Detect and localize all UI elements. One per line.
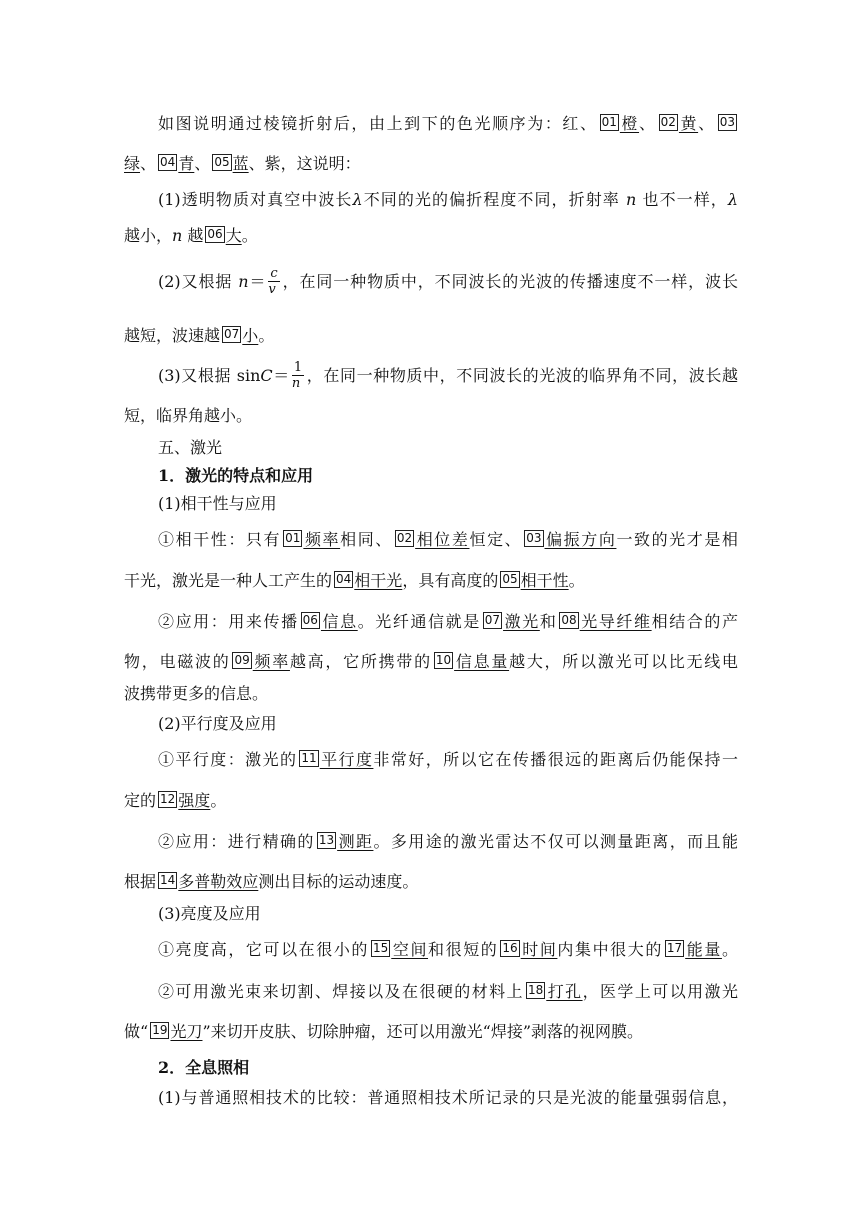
text: 、 [140, 154, 157, 173]
cutting-line-2 [124, 1022, 643, 1042]
lambda-symbol: λ [727, 190, 739, 209]
text: 定的 [124, 791, 157, 810]
text: 做“ [124, 1022, 149, 1041]
text: 内集中很大的 [557, 940, 663, 959]
lambda-symbol: λ [352, 190, 363, 209]
blank-number: 07 [484, 613, 501, 627]
text: 越 [182, 226, 204, 245]
text: 越短，波速越 [124, 326, 221, 345]
parallelism-line-1 [158, 750, 738, 770]
answer: 蓝 [232, 154, 249, 173]
blank-number: 06 [302, 613, 318, 627]
text: 不同的光的偏折程度不同，折射率 [362, 190, 627, 209]
subheading-coherence: (1)相干性与应用 [158, 494, 277, 513]
text: 也不一样， [636, 190, 728, 209]
text: 短，临界角越小。 [124, 406, 253, 425]
answer: 相干性 [520, 571, 569, 590]
subheading-holography: 2．全息照相 [158, 1058, 250, 1077]
text: 恒定、 [469, 530, 523, 549]
text: (1)透明物质对真空中波长 [158, 190, 353, 209]
paragraph-1-line-1 [158, 190, 738, 210]
answer: 大 [225, 226, 242, 245]
blank-number: 07 [224, 327, 240, 341]
blank-number: 08 [561, 613, 577, 627]
application-line-2 [124, 652, 738, 672]
text: ②可用激光束来切割、焊接以及在很硬的材料上 [158, 982, 524, 1001]
answer: 能量 [685, 940, 722, 959]
text: 测出目标的运动速度。 [258, 872, 419, 891]
coherence-line-1 [158, 530, 738, 550]
answer: 偏振方向 [544, 530, 617, 549]
answer: 强度 [178, 791, 211, 810]
blank-number: 04 [336, 572, 352, 586]
answer: 空间 [391, 940, 429, 959]
answer: 信息 [320, 612, 358, 631]
text: ，在同一种物质中，不同波长的光波的传播速度不一样，波长 [281, 272, 738, 291]
paragraph-3-line-2 [124, 406, 252, 426]
paragraph-2-line-2 [124, 326, 274, 346]
text: 。 [721, 940, 738, 959]
text: ②应用：进行精确的 [158, 832, 315, 851]
text: 。多用途的激光雷达不仅可以测量距离，而且能 [373, 832, 738, 851]
text: 根据 [124, 872, 157, 891]
text: 物，电磁波的 [124, 652, 231, 671]
blank-number: 01 [601, 115, 617, 129]
answer: 频率 [252, 652, 290, 671]
coherence-line-2 [124, 571, 585, 591]
text: ，医学上可以用激光 [582, 982, 738, 1001]
answer: 相干光 [354, 571, 403, 590]
blank-number: 18 [527, 983, 544, 997]
holography-line-1: (1)与普通照相技术的比较：普通照相技术所记录的只是光波的能量强弱信息， [158, 1088, 738, 1107]
text: 、 [639, 114, 657, 133]
answer: 光刀 [170, 1022, 203, 1041]
text: 一致的光才是相 [616, 530, 738, 549]
ranging-line-1 [158, 832, 738, 852]
paragraph-1-line-2 [124, 226, 258, 246]
text: ”来切开皮肤、切除肿瘤，还可以用激光“焊接”剥落的视网膜。 [202, 1022, 644, 1041]
blank-number: 16 [502, 941, 518, 955]
answer: 多普勒效应 [178, 872, 259, 891]
blank-number: 17 [666, 941, 683, 955]
text: 、 [698, 114, 716, 133]
spectrum-order-line-1 [158, 114, 738, 134]
fraction-1-over-n [292, 361, 304, 392]
cutting-line-1 [158, 982, 738, 1002]
answer: 频率 [303, 530, 341, 549]
blank-number: 19 [152, 1023, 168, 1037]
blank-number: 10 [435, 653, 452, 667]
n-symbol: n [172, 226, 183, 245]
blank-number: 03 [719, 115, 735, 129]
blank-number: 12 [160, 792, 176, 806]
section-heading: 五、激光 [158, 438, 223, 457]
paragraph-3-line-1 [158, 359, 738, 393]
answer: 激光 [503, 612, 540, 631]
paragraph-2-line-1 [158, 265, 738, 299]
blank-number: 05 [214, 155, 230, 169]
parallelism-line-2 [124, 791, 226, 811]
subheading-laser-features: 1．激光的特点和应用 [158, 466, 314, 485]
answer: 信息量 [454, 652, 510, 671]
text: ②应用：用来传播 [158, 612, 299, 631]
text: 相结合的产 [651, 612, 738, 631]
text: 、 [194, 154, 211, 173]
answer: 小 [242, 326, 259, 345]
blank-number: 13 [318, 833, 335, 847]
text: ①平行度：激光的 [158, 750, 298, 769]
brightness-line-1 [158, 940, 738, 960]
text: 非常好，所以它在传播很远的距离后仍能保持一 [373, 750, 738, 769]
blank-number: 02 [396, 531, 413, 545]
answer: 平行度 [319, 750, 374, 769]
text: 和 [539, 612, 558, 631]
blank-number: 05 [502, 572, 518, 586]
blank-number: 01 [285, 531, 301, 545]
spectrum-order-line-2 [124, 154, 361, 174]
text: ①亮度高，它可以在很小的 [158, 940, 369, 959]
answer: 绿 [124, 154, 141, 173]
text: 越大，所以激光可以比无线电 [509, 652, 738, 671]
answer: 时间 [520, 940, 558, 959]
blank-number: 02 [660, 115, 676, 129]
blank-number: 09 [234, 653, 250, 667]
blank-number: 15 [373, 941, 389, 955]
text: (3)又根据 sin [158, 366, 261, 385]
blank-number: 03 [526, 531, 542, 545]
text: ①相干性：只有 [158, 530, 282, 549]
answer: 橙 [619, 114, 640, 133]
ranging-line-2 [124, 872, 418, 892]
numerator: 1 [293, 360, 303, 375]
text: 。 [210, 791, 227, 810]
text: 。 [568, 571, 585, 590]
text: 越小， [124, 226, 173, 245]
text: 相同、 [340, 530, 393, 549]
answer: 光导纤维 [579, 612, 652, 631]
application-line-3: 波携带更多的信息。 [124, 684, 269, 703]
blank-number: 04 [160, 155, 176, 169]
c-symbol: C [260, 366, 273, 385]
text: (2)又根据 [158, 272, 239, 291]
text: ，在同一种物质中，不同波长的光波的临界角不同，波长越 [306, 366, 738, 385]
text: 。 [241, 226, 258, 245]
n-symbol: n [626, 190, 637, 209]
n-symbol: n [238, 272, 249, 291]
text: 、紫，这说明： [248, 154, 361, 173]
blank-number: 14 [160, 873, 176, 887]
application-line-1 [158, 612, 738, 632]
denominator: v [268, 282, 276, 297]
equals-sign: ＝ [272, 366, 290, 385]
subheading-parallelism: (2)平行度及应用 [158, 714, 277, 733]
text: 干光，激光是一种人工产生的 [124, 571, 333, 590]
answer: 测距 [337, 832, 374, 851]
text: 越高，它所携带的 [289, 652, 432, 671]
blank-number: 06 [207, 227, 223, 241]
text: ，具有高度的 [402, 571, 499, 590]
text: 如图说明通过棱镜折射后，由上到下的色光顺序为：红、 [158, 114, 598, 133]
answer: 打孔 [546, 982, 583, 1001]
text: 。 [258, 326, 275, 345]
answer: 青 [178, 154, 195, 173]
blank-number: 11 [301, 751, 317, 765]
denominator: n [291, 376, 301, 391]
answer: 相位差 [415, 530, 470, 549]
answer: 黄 [678, 114, 699, 133]
numerator: c [270, 266, 278, 281]
equals-sign: ＝ [248, 272, 267, 291]
text: 和很短的 [428, 940, 499, 959]
subheading-brightness: (3)亮度及应用 [158, 904, 261, 923]
fraction-c-over-v [268, 267, 279, 298]
text: 。光纤通信就是 [357, 612, 481, 631]
